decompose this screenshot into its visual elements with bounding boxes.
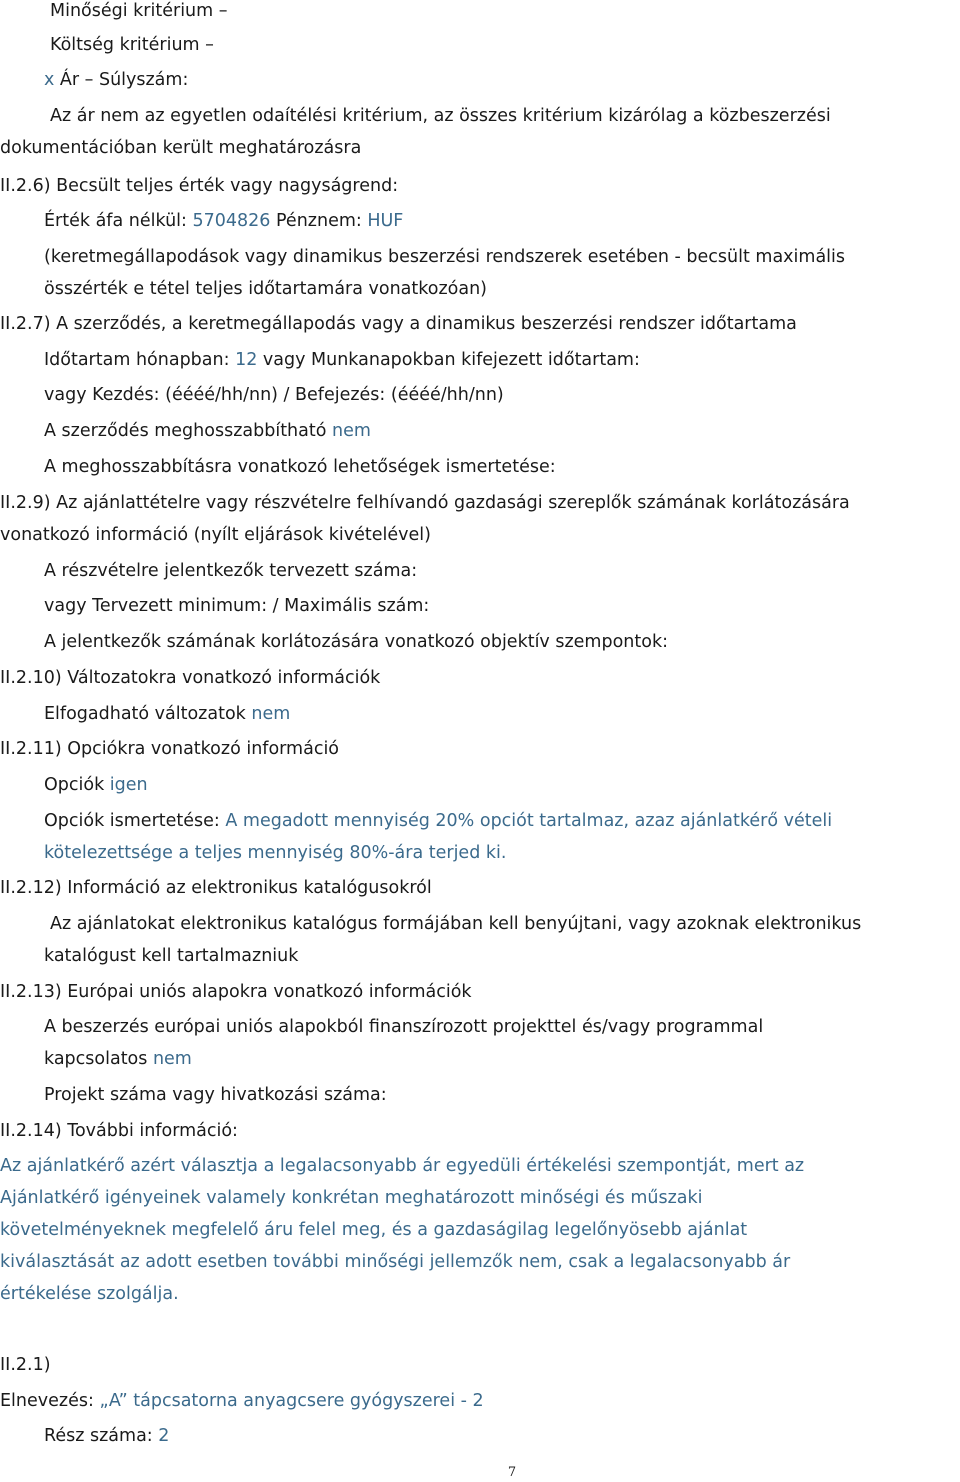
value: nem — [251, 704, 291, 724]
text-line — [44, 349, 640, 371]
value: 5704826 — [192, 211, 271, 231]
text-segment: A szerződés meghosszabbítható — [44, 421, 332, 441]
text-line: A részvételre jelentkezők tervezett száma: — [44, 561, 418, 581]
text-line: Minőségi kritérium – — [50, 1, 228, 21]
section-heading: II.2.13) Európai uniós alapokra vonatkozó információk — [0, 982, 472, 1002]
value: 12 — [235, 350, 258, 370]
text-line: A meghosszabbításra vonatkozó lehetőségek ismertetése: — [44, 457, 556, 477]
text-line: Költség kritérium – — [50, 35, 214, 55]
text-line — [44, 703, 290, 725]
section-heading: II.2.14) További információ: — [0, 1121, 238, 1141]
section-heading: II.2.7) A szerződés, a keretmegállapodás vagy a dinamikus beszerzési rendszer időtartama — [0, 314, 797, 334]
text-line: Az ajánlatokat elektronikus katalógus formájában kell benyújtani, vagy azoknak elektronikus — [50, 914, 862, 934]
text-segment: Opciók — [44, 775, 110, 795]
text-line: vonatkozó információ (nyílt eljárások kivételével) — [0, 525, 431, 545]
text-line: értékelése szolgálja. — [0, 1284, 179, 1304]
text-line — [44, 210, 403, 232]
text-segment: Elnevezés: — [0, 1391, 100, 1411]
text-line — [44, 1425, 169, 1447]
text-segment: Ár – Súlyszám: — [54, 70, 189, 90]
value: 2 — [158, 1426, 170, 1446]
section-heading: II.2.9) Az ajánlattételre vagy részvételre felhívandó gazdasági szereplők számának korlátozására — [0, 493, 850, 513]
text-segment: Érték áfa nélkül: — [44, 211, 193, 231]
text-segment: Opciók ismertetése: — [44, 811, 226, 831]
section-heading: II.2.6) Becsült teljes érték vagy nagyságrend: — [0, 176, 399, 196]
text-segment: Időtartam hónapban: — [44, 350, 236, 370]
value: A megadott mennyiség 20% opciót tartalmaz, azaz ajánlatkérő vételi — [225, 811, 833, 831]
text-line: dokumentációban került meghatározásra — [0, 138, 362, 158]
text-line: A beszerzés európai uniós alapokból finanszírozott projekttel és/vagy programmal — [44, 1017, 764, 1037]
text-line: katalógust kell tartalmazniuk — [44, 946, 299, 966]
section-heading: II.2.10) Változatokra vonatkozó információk — [0, 668, 381, 688]
text-line — [44, 810, 832, 832]
text-line: Projekt száma vagy hivatkozási száma: — [44, 1085, 387, 1105]
text-line — [44, 420, 371, 442]
text-line — [44, 774, 148, 796]
section-heading: II.2.12) Információ az elektronikus katalógusokról — [0, 878, 432, 898]
page-number: 7 — [507, 1465, 517, 1480]
text-line: összérték e tétel teljes időtartamára vonatkozóan) — [44, 279, 488, 299]
text-line: kiválasztását az adott esetben további minőségi jellemzők nem, csak a legalacsonyabb ár — [0, 1252, 791, 1272]
text-line: Az ár nem az egyetlen odaítélési kritérium, az összes kritérium kizárólag a közbeszerzési — [50, 106, 831, 126]
text-segment: Pénznem: — [270, 211, 368, 231]
value: nem — [332, 421, 371, 441]
text-line — [0, 1390, 484, 1412]
value: nem — [152, 1049, 192, 1069]
text-segment: Rész száma: — [44, 1426, 159, 1446]
text-segment: kapcsolatos — [44, 1049, 153, 1069]
text-line: vagy Kezdés: (éééé/hh/nn) / Befejezés: (éééé/hh/nn) — [44, 385, 504, 405]
text-segment: vagy Munkanapokban kifejezett időtartam: — [257, 350, 640, 370]
text-line: követelményeknek megfelelő áru felel meg, és a gazdaságilag legelőnyösebb ajánlat — [0, 1220, 748, 1240]
text-line — [44, 1048, 192, 1070]
text-line: vagy Tervezett minimum: / Maximális szám: — [44, 596, 430, 616]
value: HUF — [367, 211, 404, 231]
text-line: (keretmegállapodások vagy dinamikus beszerzési rendszerek esetében - becsült maximális — [44, 247, 846, 267]
text-line: Ajánlatkérő igényeinek valamely konkrétan meghatározott minőségi és műszaki — [0, 1188, 703, 1208]
value: „A” tápcsatorna anyagcsere gyógyszerei - 2 — [99, 1391, 484, 1411]
text-segment: Elfogadható változatok — [44, 704, 252, 724]
text-line: A jelentkezők számának korlátozására vonatkozó objektív szempontok: — [44, 632, 668, 652]
value: igen — [109, 775, 148, 795]
text-line — [44, 69, 188, 91]
text-line: Az ajánlatkérő azért választja a legalacsonyabb ár egyedüli értékelési szempontját, mert az — [0, 1156, 805, 1176]
section-heading: II.2.11) Opciókra vonatkozó információ — [0, 739, 340, 759]
section-heading: II.2.1) — [0, 1355, 51, 1375]
checkbox-mark: x — [44, 70, 55, 90]
text-line: kötelezettsége a teljes mennyiség 80%-ára terjed ki. — [44, 843, 507, 863]
